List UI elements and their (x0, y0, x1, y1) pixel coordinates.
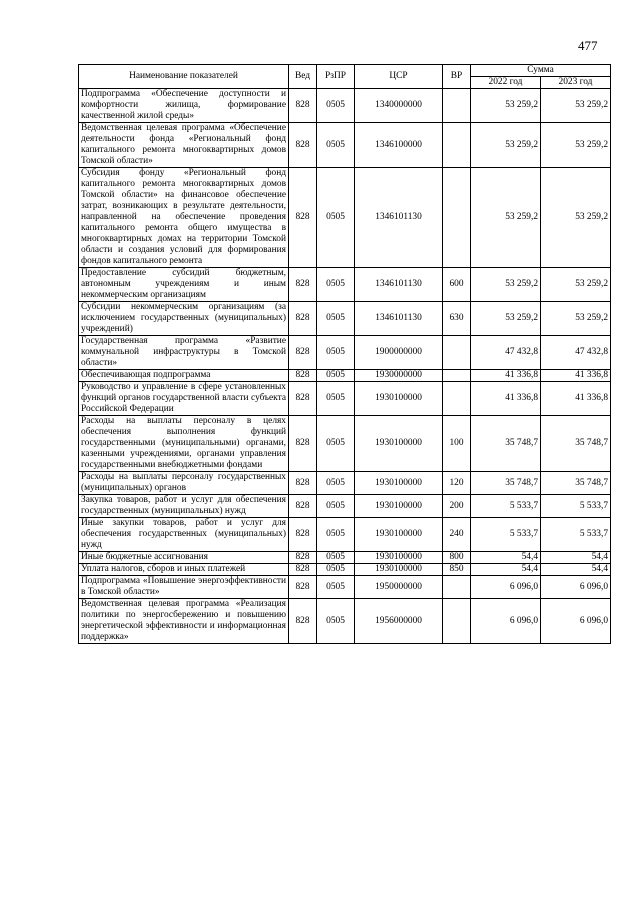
cell-y2023: 35 748,7 (541, 472, 611, 495)
cell-ved: 828 (289, 495, 317, 518)
cell-rzpr: 0505 (317, 518, 355, 552)
table-row (79, 268, 611, 302)
cell-rzpr: 0505 (317, 564, 355, 576)
cell-ved: 828 (289, 552, 317, 564)
table-header (79, 65, 611, 89)
cell-csr: 1950000000 (355, 576, 443, 599)
header-vr: ВР (443, 65, 471, 89)
cell-vr: 600 (443, 268, 471, 302)
cell-rzpr: 0505 (317, 168, 355, 268)
cell-csr: 1346100000 (355, 123, 443, 168)
cell-name: Руководство и управление в сфере установленных функций органов государственной власти субъекта Российской Федерации (79, 382, 289, 416)
table-row (79, 370, 611, 382)
cell-rzpr: 0505 (317, 268, 355, 302)
table-row (79, 382, 611, 416)
cell-name: Иные закупки товаров, работ и услуг для обеспечения государственных (муниципальных) нужд (79, 518, 289, 552)
table-body (79, 89, 611, 644)
cell-y2022: 6 096,0 (471, 576, 541, 599)
cell-y2022: 5 533,7 (471, 518, 541, 552)
cell-rzpr: 0505 (317, 599, 355, 644)
cell-csr: 1346101130 (355, 168, 443, 268)
cell-vr (443, 599, 471, 644)
cell-name: Подпрограмма «Повышение энергоэффективности в Томской области» (79, 576, 289, 599)
cell-ved: 828 (289, 576, 317, 599)
cell-rzpr: 0505 (317, 336, 355, 370)
cell-name: Субсидии некоммерческим организациям (за исключением государственных (муниципальных) учреждений) (79, 302, 289, 336)
cell-ved: 828 (289, 564, 317, 576)
cell-y2023: 41 336,8 (541, 370, 611, 382)
table-row (79, 123, 611, 168)
header-year-2023: 2023 год (541, 77, 611, 89)
cell-y2022: 54,4 (471, 552, 541, 564)
cell-name: Субсидия фонду «Региональный фонд капитального ремонта многоквартирных домов Томской области» на финансовое обеспечение затрат, возникающих в результате деятельности, направленной на обеспечение проведения капитального ремонта общего имущества в многоквартирных домах на территории Томской области и создания условий для формирования фондов капитального ремонта (79, 168, 289, 268)
cell-rzpr: 0505 (317, 576, 355, 599)
cell-ved: 828 (289, 370, 317, 382)
table-row (79, 564, 611, 576)
cell-vr (443, 370, 471, 382)
cell-vr: 800 (443, 552, 471, 564)
cell-y2022: 53 259,2 (471, 89, 541, 123)
cell-y2022: 53 259,2 (471, 302, 541, 336)
cell-vr (443, 336, 471, 370)
cell-csr: 1930100000 (355, 382, 443, 416)
cell-vr: 630 (443, 302, 471, 336)
cell-y2022: 54,4 (471, 564, 541, 576)
cell-rzpr: 0505 (317, 416, 355, 472)
cell-rzpr: 0505 (317, 382, 355, 416)
cell-csr: 1346101130 (355, 268, 443, 302)
cell-ved: 828 (289, 518, 317, 552)
cell-name: Обеспечивающая подпрограмма (79, 370, 289, 382)
cell-name: Уплата налогов, сборов и иных платежей (79, 564, 289, 576)
cell-rzpr: 0505 (317, 123, 355, 168)
cell-csr: 1930000000 (355, 370, 443, 382)
budget-table (78, 64, 611, 644)
cell-ved: 828 (289, 123, 317, 168)
cell-y2023: 54,4 (541, 552, 611, 564)
header-name: Наименование показателей (79, 65, 289, 89)
cell-csr: 1930100000 (355, 518, 443, 552)
table-row (79, 168, 611, 268)
cell-csr: 1930100000 (355, 564, 443, 576)
cell-name: Ведомственная целевая программа «Реализация политики по энергосбережению и повышению энергетической эффективности и информационная поддержка» (79, 599, 289, 644)
cell-y2022: 53 259,2 (471, 268, 541, 302)
header-year-2022: 2022 год (471, 77, 541, 89)
cell-name: Подпрограмма «Обеспечение доступности и комфортности жилища, формирование качественной жилой среды» (79, 89, 289, 123)
cell-y2022: 47 432,8 (471, 336, 541, 370)
cell-csr: 1930100000 (355, 472, 443, 495)
cell-name: Предоставление субсидий бюджетным, автономным учреждениям и иным некоммерческим организациям (79, 268, 289, 302)
cell-vr (443, 123, 471, 168)
cell-name: Государственная программа «Развитие коммунальной инфраструктуры в Томской области» (79, 336, 289, 370)
cell-vr: 100 (443, 416, 471, 472)
cell-rzpr: 0505 (317, 472, 355, 495)
cell-name: Иные бюджетные ассигнования (79, 552, 289, 564)
cell-ved: 828 (289, 168, 317, 268)
cell-rzpr: 0505 (317, 370, 355, 382)
header-sum: Сумма (471, 65, 611, 77)
cell-vr (443, 89, 471, 123)
table-row (79, 518, 611, 552)
header-rzpr: РзПР (317, 65, 355, 89)
table-row (79, 336, 611, 370)
cell-csr: 1340000000 (355, 89, 443, 123)
cell-name: Ведомственная целевая программа «Обеспечение деятельности фонда «Региональный фонд капитального ремонта многоквартирных домов Томской области» (79, 123, 289, 168)
cell-name: Расходы на выплаты персоналу в целях обеспечения выполнения функций государственными (муниципальными) органами, казенными учреждениями, органами управления государственными внебюджетными фондами (79, 416, 289, 472)
table-row (79, 89, 611, 123)
table-row (79, 576, 611, 599)
cell-y2023: 53 259,2 (541, 268, 611, 302)
cell-name: Расходы на выплаты персоналу государственных (муниципальных) органов (79, 472, 289, 495)
table-row (79, 599, 611, 644)
cell-y2023: 41 336,8 (541, 382, 611, 416)
cell-y2022: 53 259,2 (471, 123, 541, 168)
table-row (79, 302, 611, 336)
cell-csr: 1956000000 (355, 599, 443, 644)
cell-csr: 1346101130 (355, 302, 443, 336)
cell-ved: 828 (289, 599, 317, 644)
header-ved: Вед (289, 65, 317, 89)
cell-y2022: 41 336,8 (471, 370, 541, 382)
cell-y2022: 6 096,0 (471, 599, 541, 644)
cell-rzpr: 0505 (317, 495, 355, 518)
cell-vr: 850 (443, 564, 471, 576)
table-row (79, 495, 611, 518)
table-row (79, 416, 611, 472)
cell-csr: 1900000000 (355, 336, 443, 370)
cell-y2023: 53 259,2 (541, 89, 611, 123)
cell-y2023: 53 259,2 (541, 123, 611, 168)
cell-y2023: 5 533,7 (541, 518, 611, 552)
cell-y2022: 41 336,8 (471, 382, 541, 416)
cell-vr: 240 (443, 518, 471, 552)
cell-vr: 120 (443, 472, 471, 495)
cell-vr: 200 (443, 495, 471, 518)
cell-rzpr: 0505 (317, 552, 355, 564)
cell-y2022: 53 259,2 (471, 168, 541, 268)
header-csr: ЦСР (355, 65, 443, 89)
cell-y2023: 6 096,0 (541, 599, 611, 644)
cell-ved: 828 (289, 416, 317, 472)
table-row (79, 552, 611, 564)
cell-y2023: 35 748,7 (541, 416, 611, 472)
page-number: 477 (578, 38, 598, 53)
cell-vr (443, 382, 471, 416)
table-row (79, 472, 611, 495)
cell-y2023: 6 096,0 (541, 576, 611, 599)
cell-ved: 828 (289, 89, 317, 123)
cell-csr: 1930100000 (355, 495, 443, 518)
cell-y2022: 5 533,7 (471, 495, 541, 518)
cell-ved: 828 (289, 302, 317, 336)
cell-y2023: 53 259,2 (541, 168, 611, 268)
cell-ved: 828 (289, 268, 317, 302)
cell-y2022: 35 748,7 (471, 472, 541, 495)
cell-csr: 1930100000 (355, 552, 443, 564)
cell-vr (443, 576, 471, 599)
cell-y2023: 47 432,8 (541, 336, 611, 370)
cell-ved: 828 (289, 336, 317, 370)
cell-name: Закупка товаров, работ и услуг для обеспечения государственных (муниципальных) нужд (79, 495, 289, 518)
cell-ved: 828 (289, 472, 317, 495)
cell-y2022: 35 748,7 (471, 416, 541, 472)
cell-y2023: 53 259,2 (541, 302, 611, 336)
cell-csr: 1930100000 (355, 416, 443, 472)
cell-ved: 828 (289, 382, 317, 416)
cell-rzpr: 0505 (317, 89, 355, 123)
cell-vr (443, 168, 471, 268)
cell-y2023: 54,4 (541, 564, 611, 576)
cell-y2023: 5 533,7 (541, 495, 611, 518)
cell-rzpr: 0505 (317, 302, 355, 336)
